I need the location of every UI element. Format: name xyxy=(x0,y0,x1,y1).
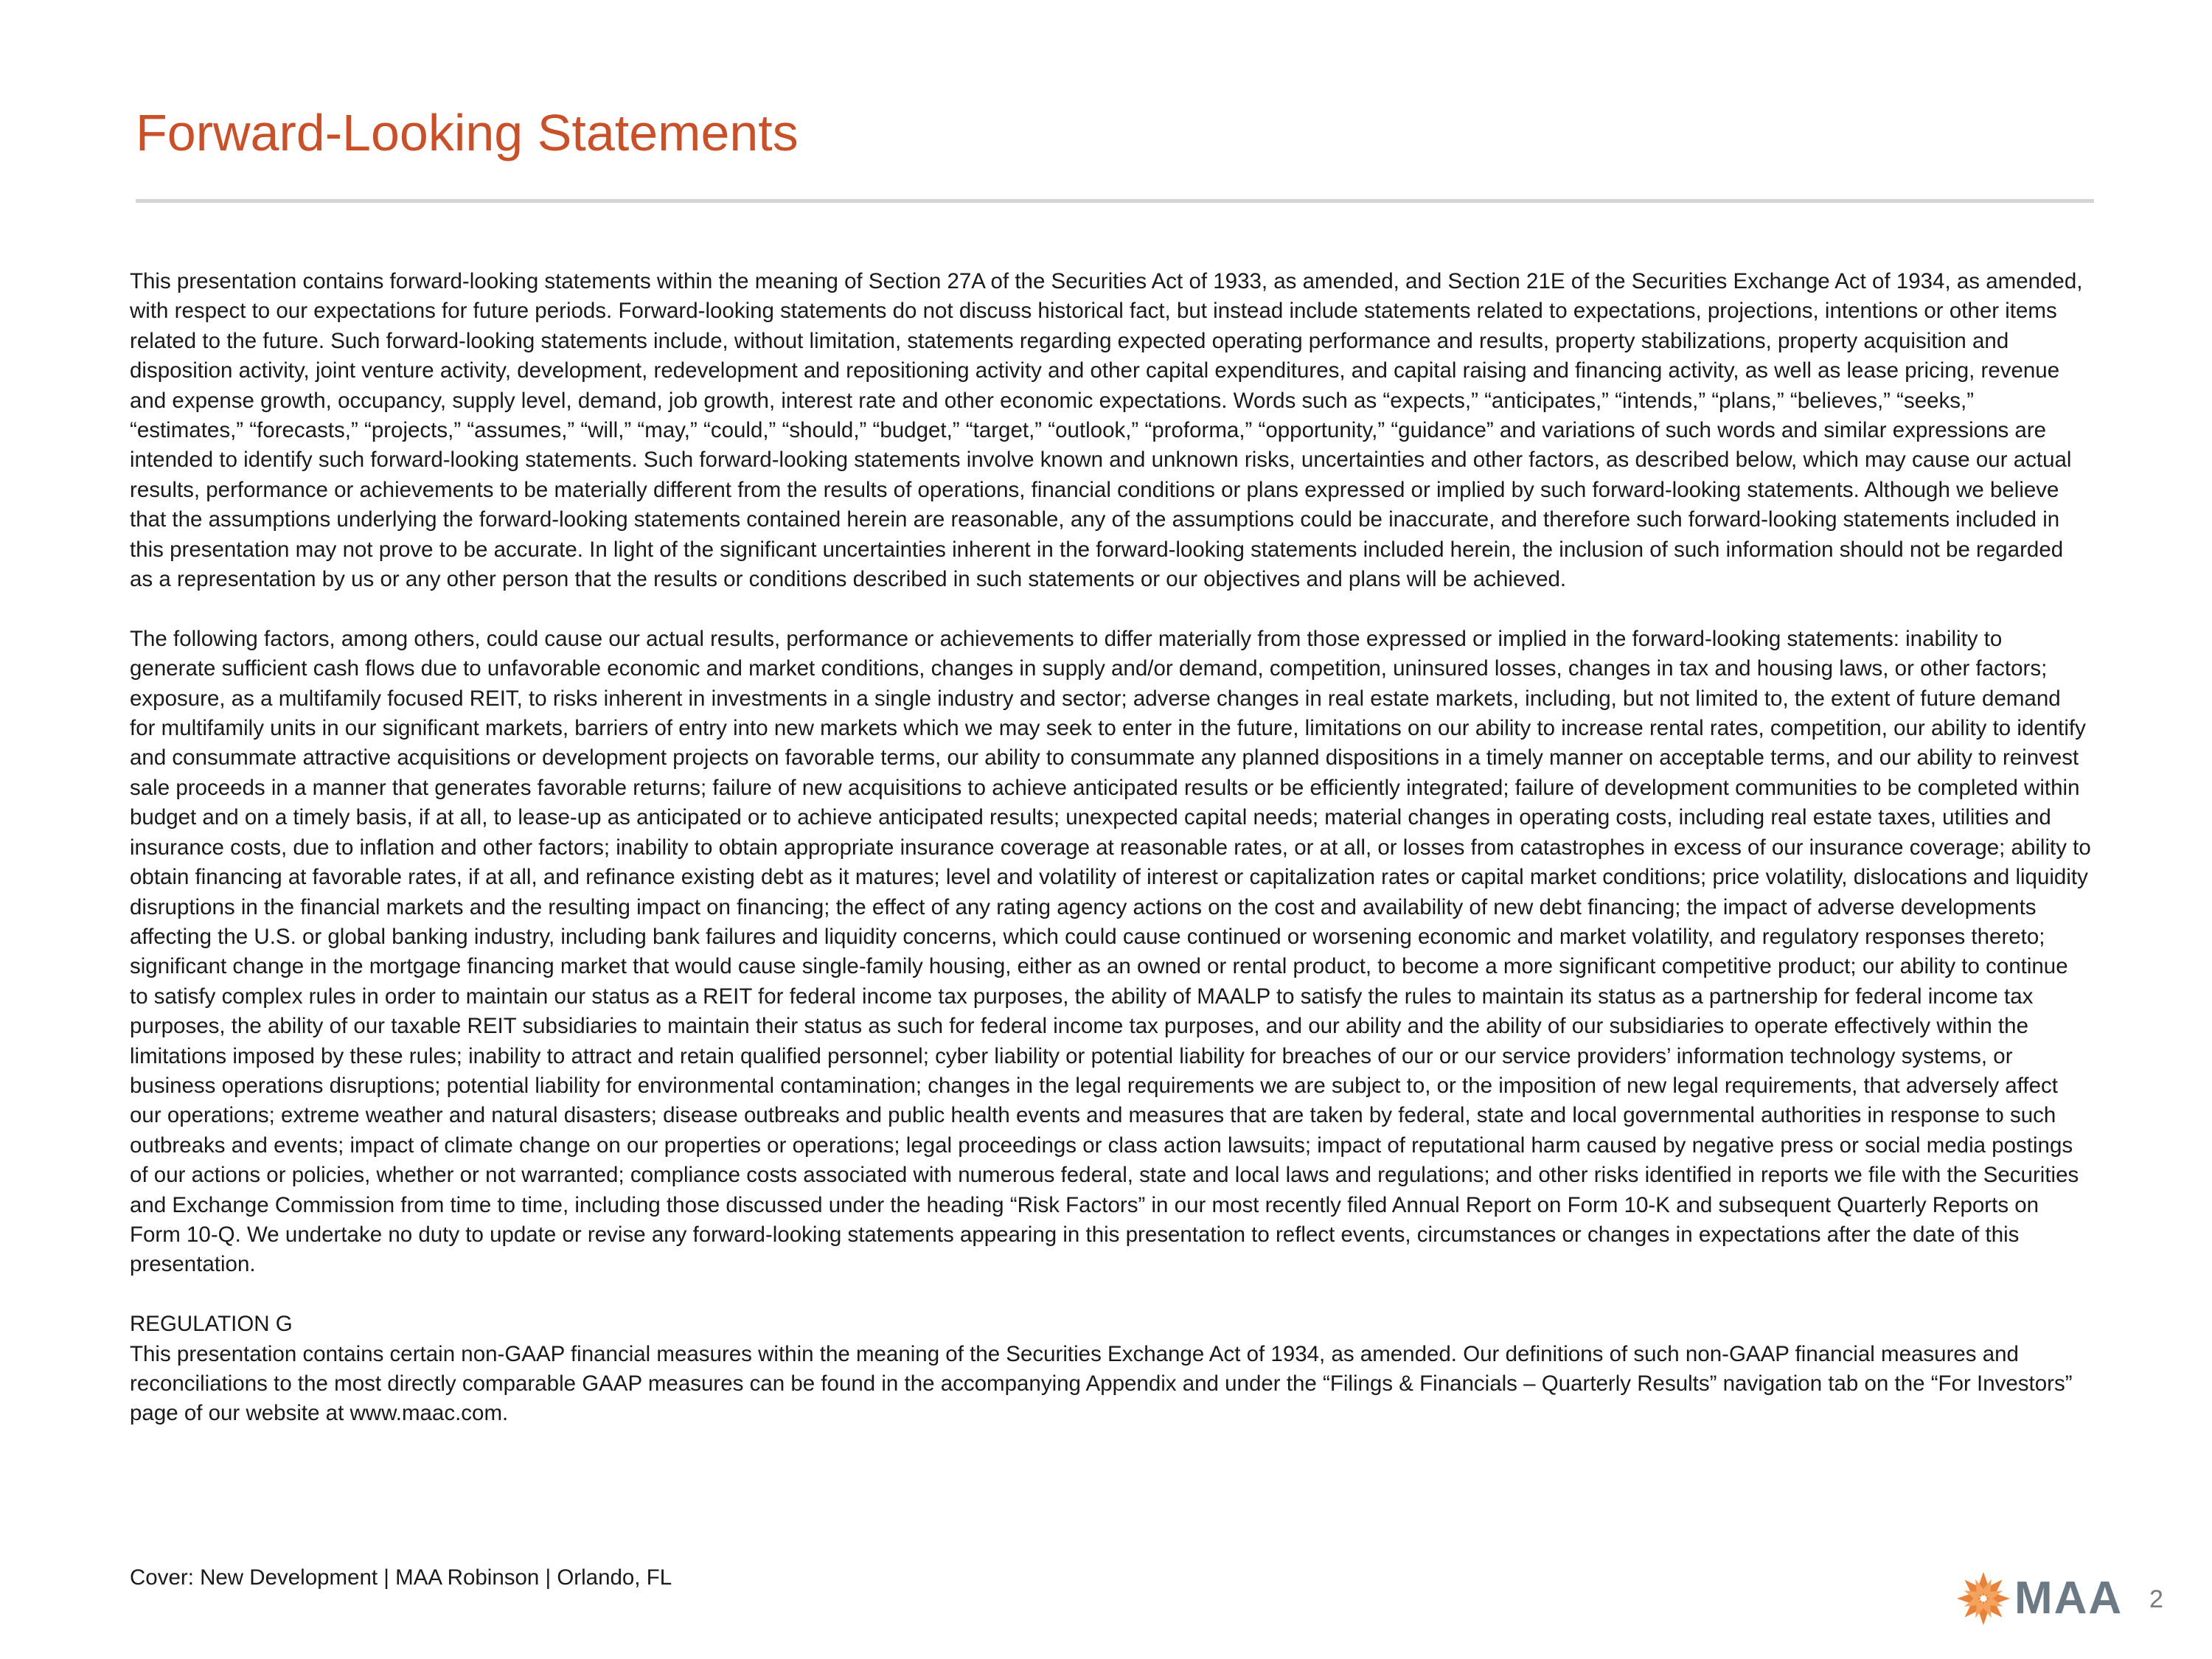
title-divider xyxy=(136,199,2094,203)
page-number: 2 xyxy=(2149,1585,2163,1613)
risk-factors-paragraph: The following factors, among others, could cause our actual results, performance or achievements to differ materially from those expressed or implied in the forward-looking statements: inability to generate sufficient cash flows due to unfavorable economic and market conditions, changes in supply and/or demand, competition, uninsured losses, changes in tax and housing laws, or other factors; exposure, as a multifamily focused REIT, to risks inherent in investments in a single industry and sector; adverse changes in real estate markets, including, but not limited to, the extent of future demand for multifamily units in our significant markets, barriers of entry into new markets which we may seek to enter in the future, limitations on our ability to increase rental rates, competition, our ability to identify and consummate attractive acquisitions or development projects on favorable terms, our ability to consummate any planned dispositions in a timely manner on acceptable terms, and our ability to reinvest sale proceeds in a manner that generates favorable returns; failure of new acquisitions to achieve anticipated results or be efficiently integrated; failure of development communities to be completed within budget and on a timely basis, if at all, to lease-up as anticipated or to achieve anticipated results; unexpected capital needs; material changes in operating costs, including real estate taxes, utilities and insurance costs, due to inflation and other factors; inability to obtain appropriate insurance coverage at reasonable rates, or at all, or losses from catastrophes in excess of our insurance coverage; ability to obtain financing at favorable rates, if at all, and refinance existing debt as it matures; level and volatility of interest or capitalization rates or capital market conditions; price volatility, dislocations and liquidity disruptions in the financial markets and the resulting impact on financing; the effect of any rating agency actions on the cost and availability of new debt financing; the impact of adverse developments affecting the U.S. or global banking industry, including bank failures and liquidity concerns, which could cause continued or worsening economic and market volatility, and regulatory responses thereto; significant change in the mortgage financing market that would cause single-family housing, either as an owned or rental product, to become a more significant competitive product; our ability to continue to satisfy complex rules in order to maintain our status as a REIT for federal income tax purposes, the ability of MAALP to satisfy the rules to maintain its status as a partnership for federal income tax purposes, the ability of our taxable REIT subsidiaries to maintain their status as such for federal income tax purposes, and our ability and the ability of our subsidiaries to operate effectively within the limitations imposed by these rules; inability to attract and retain qualified personnel; cyber liability or potential liability for breaches of our or our service providers’ information technology systems, or business operations disruptions; potential liability for environmental contamination; changes in the legal requirements we are subject to, or the imposition of new legal requirements, that adversely affect our operations; extreme weather and natural disasters; disease outbreaks and public health events and measures that are taken by federal, state and local governmental authorities in response to such outbreaks and events; impact of climate change on our properties or operations; legal proceedings or class action lawsuits; impact of reputational harm caused by negative press or social media postings of our actions or policies, whether or not warranted; compliance costs associated with numerous federal, state and local laws and regulations; and other risks identified in reports we file with the Securities and Exchange Commission from time to time, including those discussed under the heading “Risk Factors” in our most recently filed Annual Report on Form 10-K and subsequent Quarterly Reports on Form 10-Q. We undertake no duty to update or revise any forward-looking statements appearing in this presentation to reflect events, circumstances or changes in expectations after the date of this presentation. xyxy=(130,626,2091,1277)
star-burst-logo-icon xyxy=(1955,1571,2011,1627)
cover-caption: Cover: New Development | MAA Robinson | Orlando, FL xyxy=(130,1565,672,1590)
forward-looking-paragraph: This presentation contains forward-looking statements within the meaning of Section 27A of the Securities Act of 1933, as amended, and Section 21E of the Securities Exchange Act of 1934, as amended, with respect to our expectations for future periods. Forward-looking statements do not discuss historical fact, but instead include statements related to expectations, projections, intentions or other items related to the future. Such forward-looking statements include, without limitation, statements regarding expected operating performance and results, property stabilizations, property acquisition and disposition activity, joint venture activity, development, redevelopment and repositioning activity and other capital expenditures, and capital raising and financing activity, as well as lease pricing, revenue and expense growth, occupancy, supply level, demand, job growth, interest rate and other economic expectations. Words such as “expects,” “anticipates,” “intends,” “plans,” “believes,” “seeks,” “estimates,” “forecasts,” “projects,” “assumes,” “will,” “may,” “could,” “should,” “budget,” “target,” “outlook,” “proforma,” “opportunity,” “guidance” and variations of such words and similar expressions are intended to identify such forward-looking statements. Such forward-looking statements involve known and unknown risks, uncertainties and other factors, as described below, which may cause our actual results, performance or achievements to be materially different from the results of operations, financial conditions or plans expressed or implied by such forward-looking statements. Although we believe that the assumptions underlying the forward-looking statements contained herein are reasonable, any of the assumptions could be inaccurate, and therefore such forward-looking statements included in this presentation may not prove to be accurate. In light of the significant uncertainties inherent in the forward-looking statements included herein, the inclusion of such information should not be regarded as a representation by us or any other person that the results or conditions described in such statements or our objectives and plans will be achieved. xyxy=(130,269,2083,592)
page-title: Forward-Looking Statements xyxy=(136,104,799,161)
disclaimer-body xyxy=(130,267,2091,1429)
regulation-paragraph: This presentation contains certain non-GAAP financial measures within the meaning of the Securities Exchange Act of 1934, as amended. Our definitions of such non-GAAP financial measures and reconciliations to the most directly comparable GAAP measures can be found in the accompanying Appendix and under the “Filings & Financials – Quarterly Results” navigation tab on the “For Investors” page of our website at www.maac.com. xyxy=(130,1341,2073,1426)
regulation-heading: REGULATION G xyxy=(130,1312,293,1337)
logo-wordmark: MAA xyxy=(2014,1573,2124,1624)
company-logo xyxy=(1955,1571,2123,1627)
